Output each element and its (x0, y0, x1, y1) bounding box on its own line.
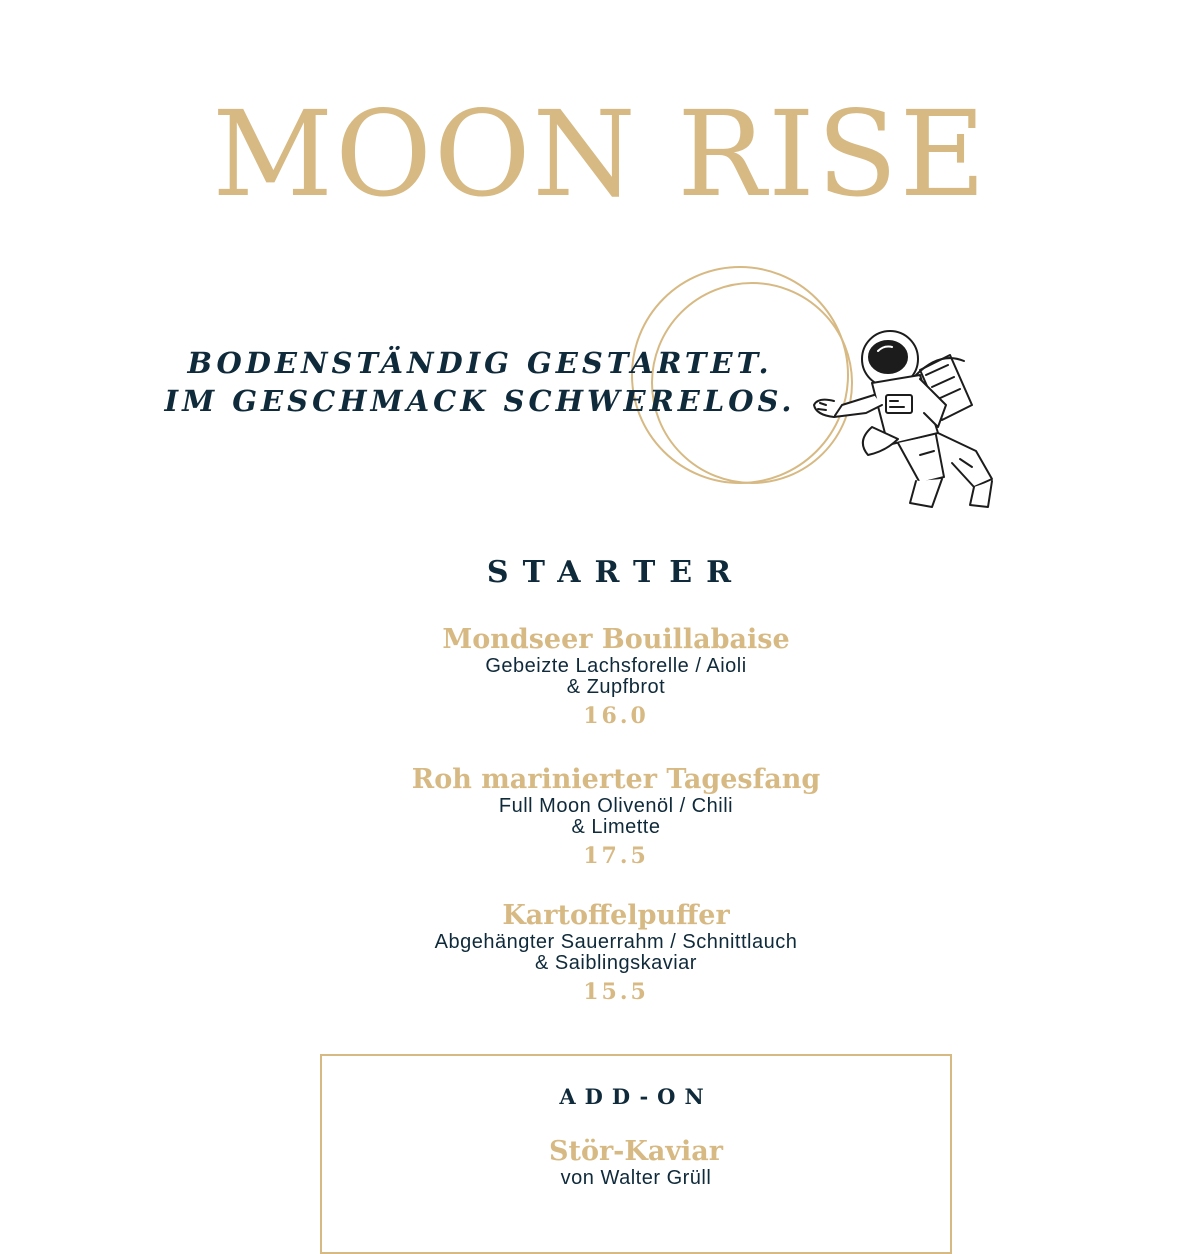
restaurant-title: MOON RISE (212, 85, 988, 223)
menu-item-description-line: Abgehängter Sauerrahm / Schnittlauch (434, 931, 798, 953)
menu-item-description (0, 796, 1200, 838)
menu-item-description-line: Gebeizte Lachsforelle / Aioli (485, 655, 747, 677)
menu-item-name: Roh marinierter Tagesfang (411, 764, 821, 795)
menu-item-description-line: & Limette (571, 816, 661, 838)
addon-item-name: Stör-Kaviar (548, 1136, 724, 1167)
menu-item-description-line: Full Moon Olivenöl / Chili (498, 795, 734, 817)
menu-item (0, 624, 1200, 731)
section-title-starter: STARTER (486, 555, 746, 590)
menu-item (0, 764, 1200, 871)
astronaut-icon (814, 331, 992, 507)
menu-item-price: 17.5 (583, 843, 649, 869)
tagline-line-1: BODENSTÄNDIG GESTARTET. (187, 346, 773, 380)
tagline (150, 344, 810, 420)
menu-item (0, 900, 1200, 1007)
addon-item-description-line: von Walter Grüll (560, 1167, 712, 1189)
tagline-line-2: IM GESCHMACK SCHWERELOS. (164, 384, 796, 418)
addon-item-description (322, 1168, 950, 1189)
menu-item-price: 16.0 (583, 703, 649, 729)
section-title-addon: ADD-ON (559, 1084, 713, 1109)
menu-item-description-line: & Saiblingskaviar (535, 952, 697, 974)
menu-item-price: 15.5 (583, 979, 649, 1005)
menu-item-name: Kartoffelpuffer (502, 900, 730, 931)
menu-item-description (0, 656, 1200, 698)
addon-box (320, 1054, 952, 1254)
menu-item-name: Mondseer Bouillabaise (442, 624, 790, 655)
menu-item-description (0, 932, 1200, 974)
addon-item (322, 1136, 950, 1189)
menu-item-description-line: & Zupfbrot (566, 676, 666, 698)
